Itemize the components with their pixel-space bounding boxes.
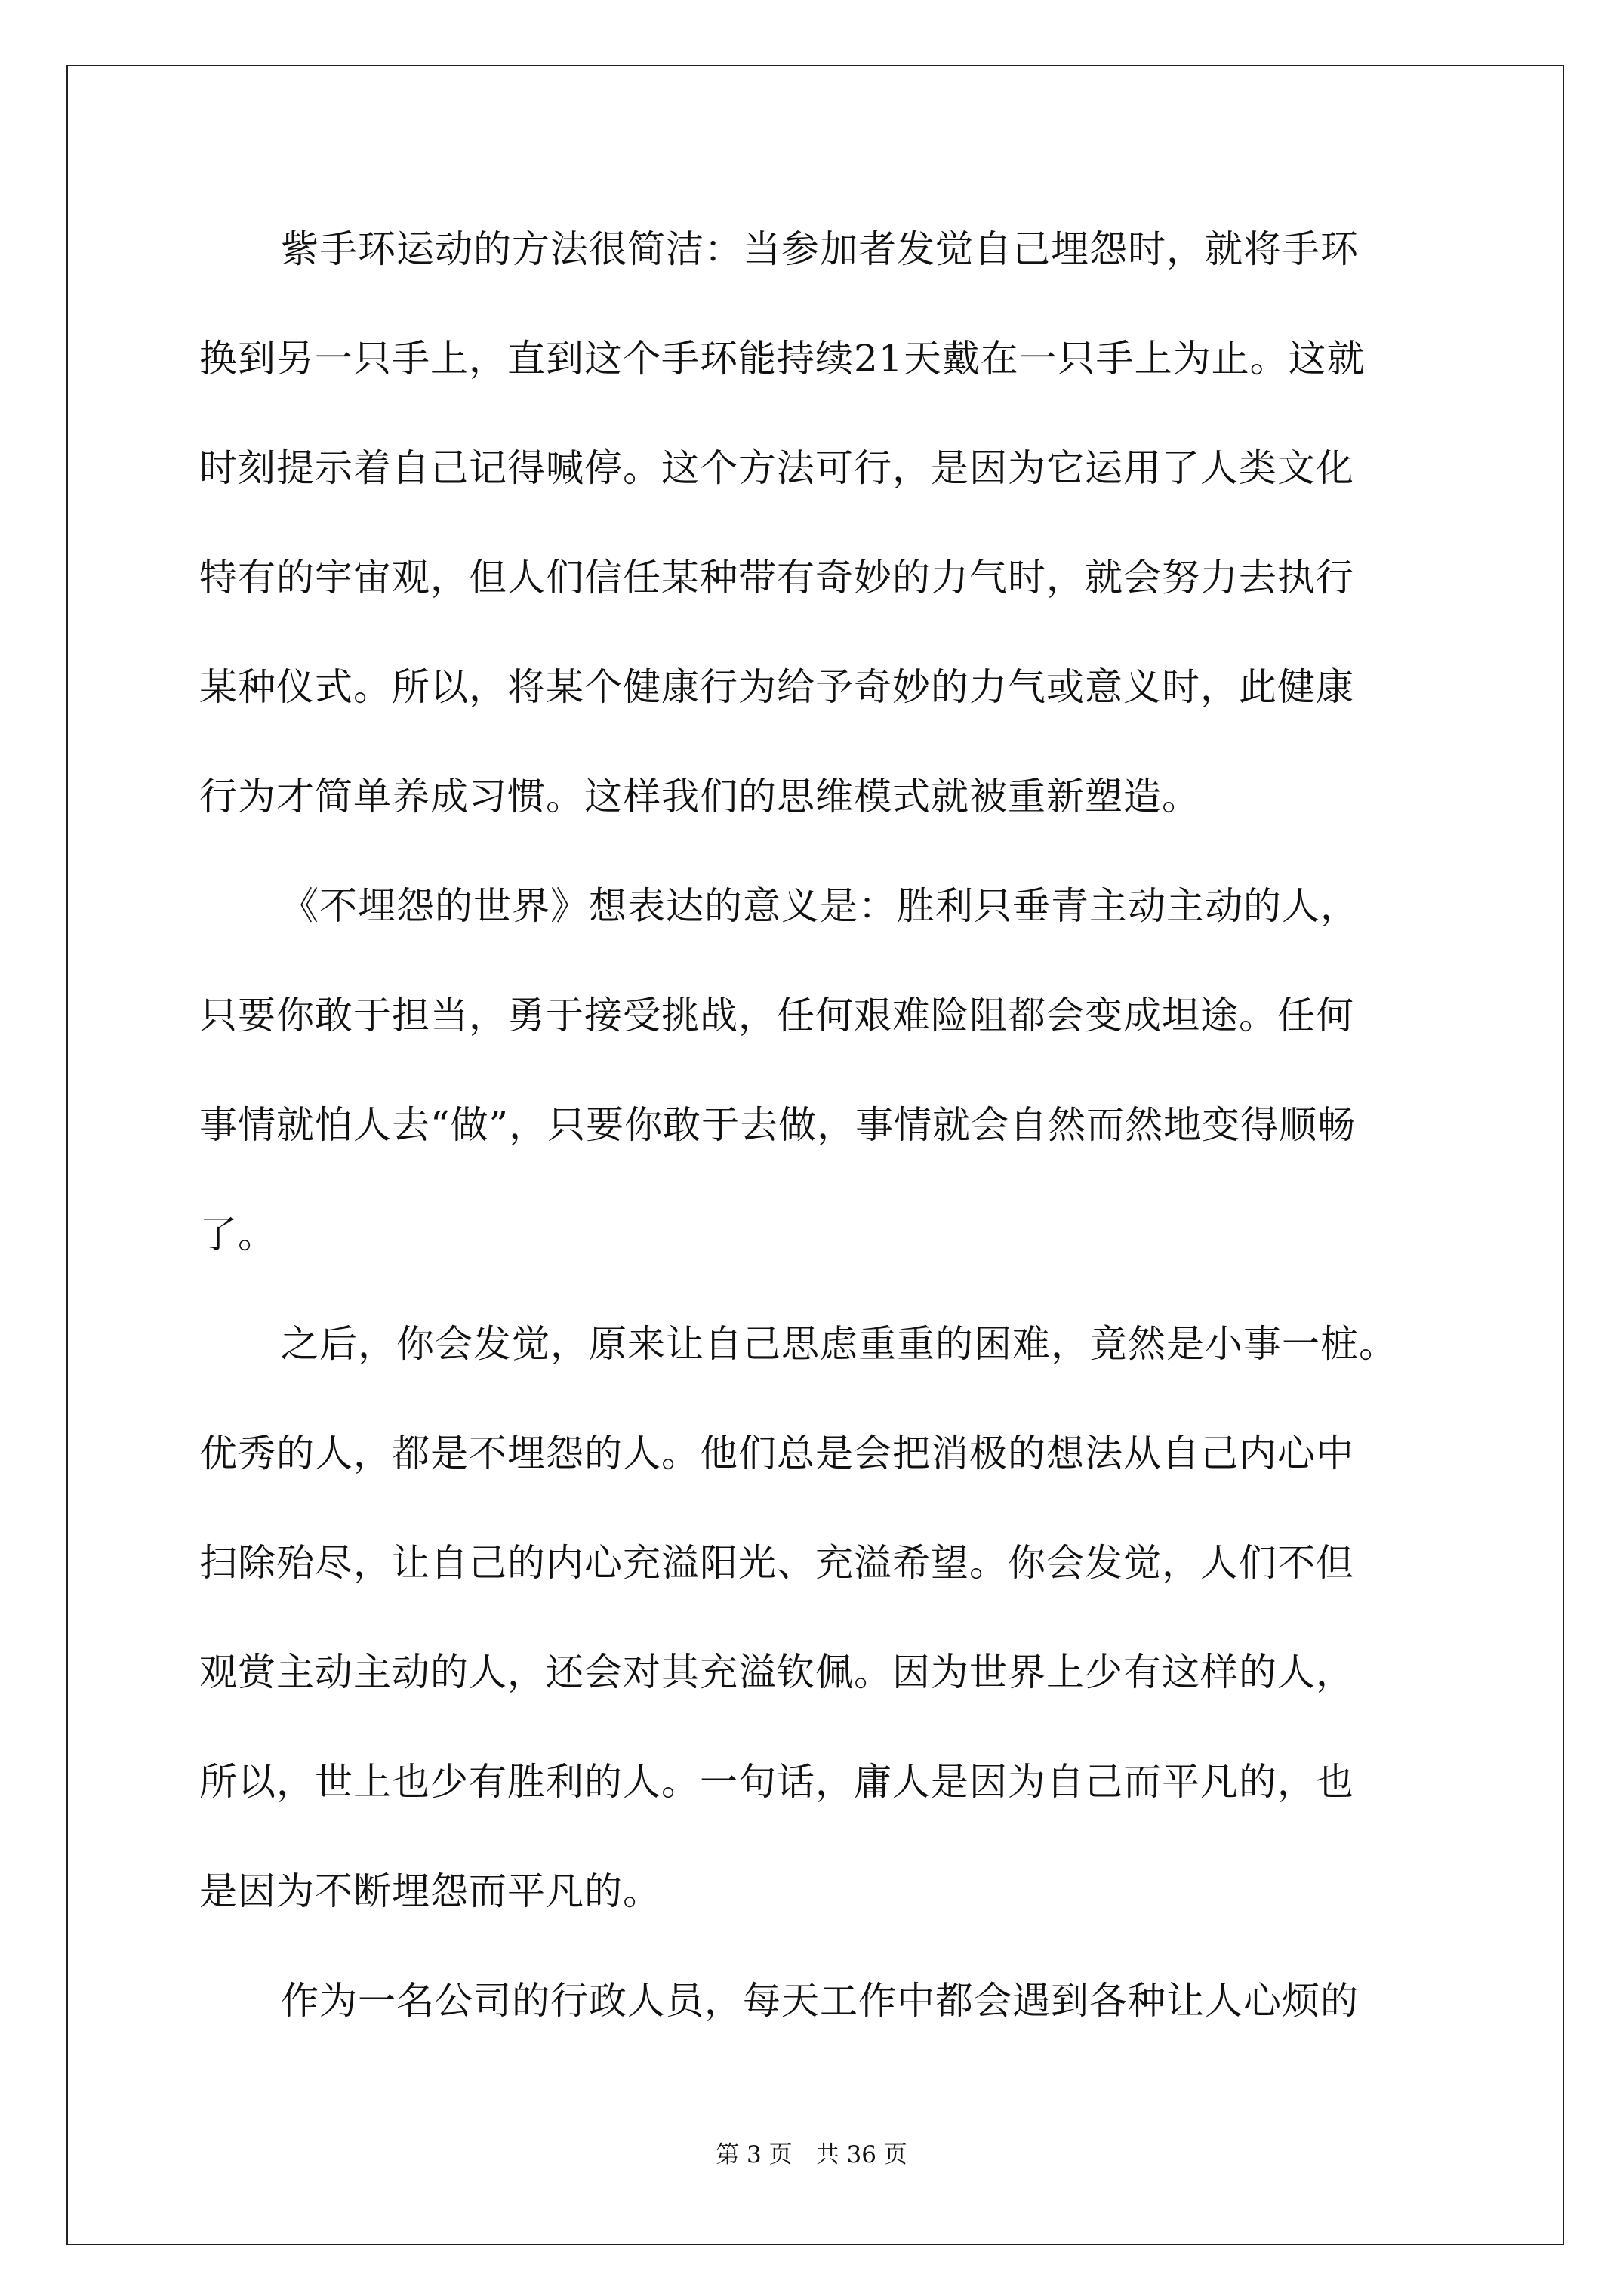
text-line-8: 只要你敢于担当，勇于接受挑战，任何艰难险阻都会变成坦途。任何 (199, 994, 1354, 1037)
text-line-6: 行为才简单养成习惯。这样我们的思维模式就被重新塑造。 (199, 775, 1200, 818)
text-line-11: 之后，你会发觉，原来让自己思虑重重的困难，竟然是小事一桩。 (281, 1322, 1397, 1366)
text-line-16: 是因为不断埋怨而平凡的。 (199, 1869, 661, 1913)
page-border (66, 65, 1564, 2245)
page-footer: 第 3 页 共 36 页 (716, 2141, 907, 2168)
text-line-1: 紫手环运动的方法很简洁：当参加者发觉自己埋怨时，就将手环 (281, 227, 1359, 271)
text-line-3: 时刻提示着自己记得喊停。这个方法可行，是因为它运用了人类文化 (199, 446, 1354, 490)
text-line-7: 《不埋怨的世界》想表达的意义是：胜利只垂青主动主动的人， (281, 884, 1359, 928)
text-line-17: 作为一名公司的行政人员，每天工作中都会遇到各种让人心烦的 (281, 1979, 1359, 2023)
text-line-15: 所以，世上也少有胜利的人。一句话，庸人是因为自己而平凡的，也 (199, 1760, 1354, 1804)
text-line-5: 某种仪式。所以，将某个健康行为给予奇妙的力气或意义时，此健康 (199, 665, 1354, 709)
text-line-13: 扫除殆尽，让自己的内心充溢阳光、充溢希望。你会发觉，人们不但 (199, 1541, 1354, 1585)
text-line-12: 优秀的人，都是不埋怨的人。他们总是会把消极的想法从自己内心中 (199, 1432, 1354, 1475)
text-line-9: 事情就怕人去“做”，只要你敢于去做，事情就会自然而然地变得顺畅 (199, 1103, 1357, 1147)
text-line-14: 观赏主动主动的人，还会对其充溢钦佩。因为世界上少有这样的人， (199, 1650, 1354, 1694)
text-line-4: 特有的宇宙观，但人们信任某种带有奇妙的力气时，就会努力去执行 (199, 556, 1354, 599)
text-line-2: 换到另一只手上，直到这个手环能持续21天戴在一只手上为止。这就 (199, 337, 1366, 381)
text-line-10: 了。 (199, 1213, 276, 1256)
